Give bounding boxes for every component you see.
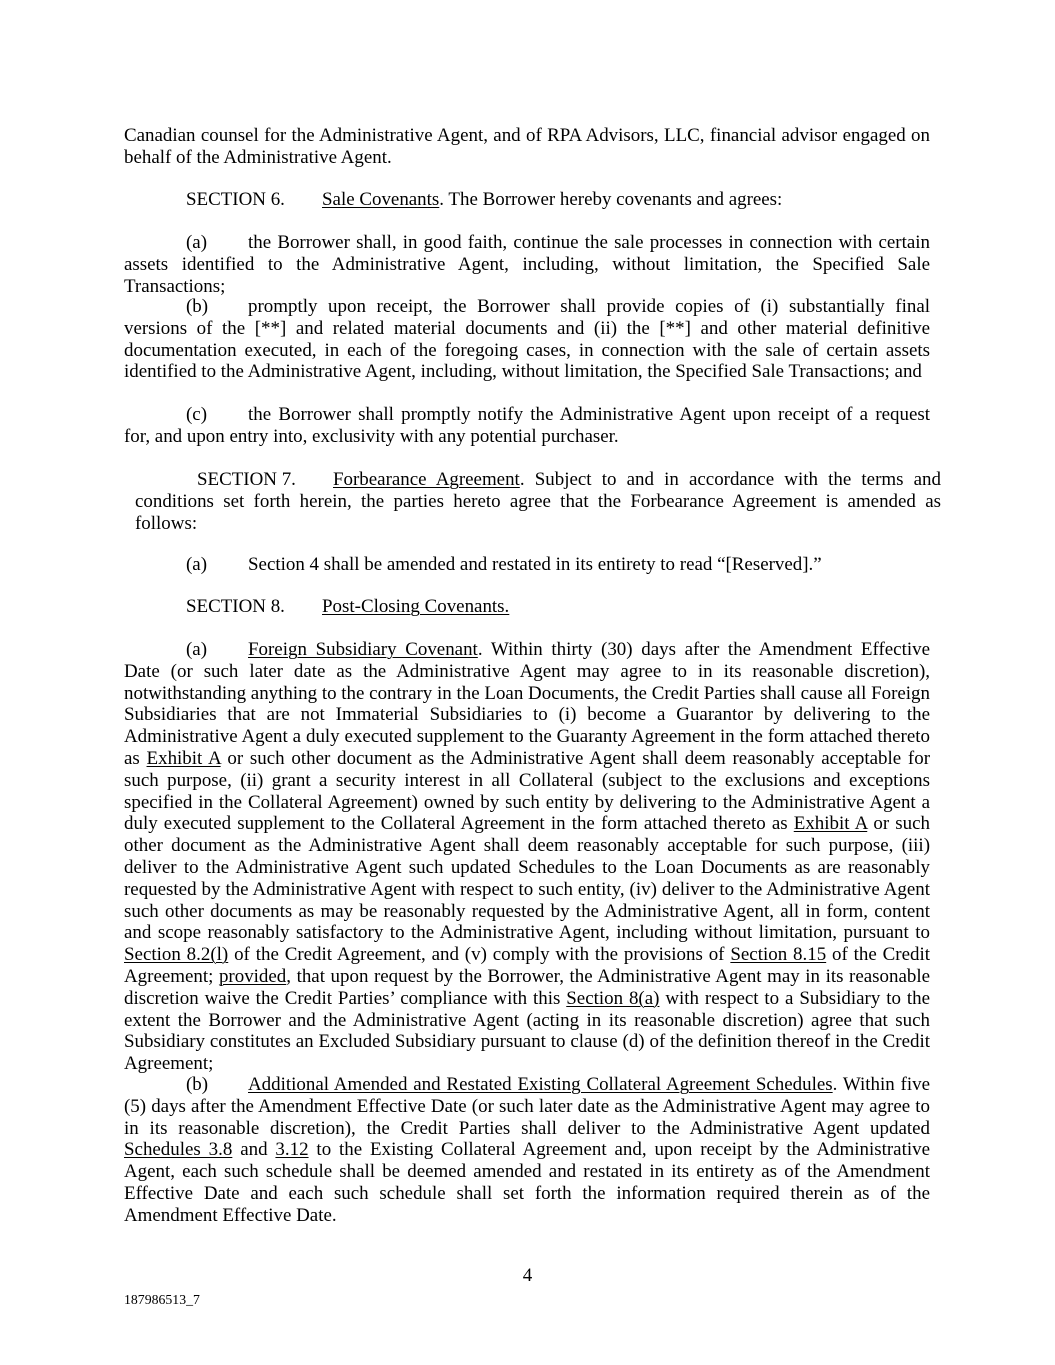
section-8-heading [124,596,930,618]
clause-label: (a) [186,232,208,253]
underlined-term: Post-Closing Covenants. [322,596,510,617]
clause-label: (c) [186,404,208,425]
underlined-term: Foreign Subsidiary Covenant [248,639,478,660]
paragraph-text: the Borrower shall promptly notify the Administrative Agent upon receipt of a request for, and upon entry into, exclusivity with any potential purchaser. [124,404,930,447]
section-number: SECTION 7. [197,469,296,490]
paragraph-text: the Borrower shall, in good faith, continue the sale processes in connection with certain assets identified to the Administrative Agent, including, without limitation, the Specified Sale Transactions; [124,232,930,297]
section-6-clause-b [124,296,930,383]
section-6-heading [124,189,930,211]
underlined-term: Section 8(a) [566,987,660,1009]
section-number: SECTION 8. [186,596,285,617]
paragraph-text: . Subject to and in accordance with the terms and conditions set forth herein, the parties hereto agree that the Forbearance Agreement is amended as follows: [135,469,941,534]
section-6-clause-a [124,232,930,297]
section-6-clause-c [124,404,930,448]
section-8-clause-b [124,1074,930,1227]
underlined-term: Section 8.15 [730,944,827,966]
underlined-term: 3.12 [275,1139,309,1161]
clause-label: (b) [186,296,209,317]
underlined-term: Sale Covenants [322,189,440,210]
paragraph-text: to the Existing Collateral Agreement and, upon receipt by the Administrative Agent, each such schedule shall be deemed amended and restated in its entirety as of the Amendment Effective Date and each such schedule shall set forth the information required therein as of the Amendment Effective Date. [124,1139,930,1226]
paragraph-text: promptly upon receipt, the Borrower shall provide copies of (i) substantially final versions of the [**] and related material documents and (ii) the [**] and other material definitive documentation executed, in each of the foregoing cases, in connection with the sale of certain assets identified to the Administrative Agent, including, without limitation, the Specified Sale Transactions; and [124,296,930,383]
paragraph-counsel-continuation [124,125,930,169]
underlined-term: Section 8.2(l) [124,944,229,966]
paragraph-text: . The Borrower hereby covenants and agrees: [439,189,783,210]
clause-label: (b) [186,1074,209,1095]
paragraph-text: or such other document as the Administrative Agent shall deem reasonably acceptable for such purpose, (iii) deliver to the Administrative Agent such updated Schedules to the Loan Documents as are reasonably requested by the Administrative Agent with respect to such entity, (iv) deliver to the Administrative Agent such other documents as may be reasonably requested by the Administrative Agent, all in form, content and scope reasonably satisfactory to the Administrative Agent, including without limitation, pursuant to [124,813,930,944]
underlined-term: Forbearance Agreement [333,469,520,490]
paragraph-text: , that upon request by the Borrower, the Administrative Agent may in its reasonable discretion waive the Credit Parties’ compliance with this [124,965,930,1009]
paragraph-text: of the Credit Agreement; [124,944,931,987]
paragraph-text: and [232,1139,276,1161]
section-8-clause-a [124,639,930,1075]
paragraph-text: or such other document as the Administrative Agent shall deem reasonably acceptable for such purpose, (ii) grant a security interest in all Collateral (subject to the exclusions and exceptions specified in the Collateral Agreement) owned by such entity by delivering to the Administrative Agent a duly executed supplement to the Collateral Agreement in the form attached thereto as [124,747,931,835]
clause-label: (a) [186,639,208,660]
paragraph-text: Canadian counsel for the Administrative Agent, and of RPA Advisors, LLC, financial advisor engaged on behalf of the Administrative Agent. [124,125,930,168]
section-7-heading [135,469,941,534]
underlined-term: Additional Amended and Restated Existing Collateral Agreement Schedules [248,1074,833,1095]
underlined-term: Exhibit A [793,813,868,835]
paragraph-text: . Within thirty (30) days after the Amendment Effective Date (or such later date as the Administrative Agent may agree to in its reasonable discretion), notwithstanding anything to the contrary in the Loan Documents, the Credit Parties shall cause all Foreign Subsidiaries that are not Immaterial Subsidiaries to (i) become a Guarantor by delivering to the Administrative Agent a duly executed supplement to the Guaranty Agreement in the form attached thereto as [124,639,930,769]
clause-label: (a) [186,554,208,575]
paragraph-text: of the Credit Agreement, and (v) comply with the provisions of [228,944,731,966]
document-id-footer: 187986513_7 [124,1292,200,1307]
paragraph-text: with respect to a Subsidiary to the extent the Borrower and the Administrative Agent (acting in its reasonable discretion) agree that such Subsidiary constitutes an Excluded Subsidiary pursuant to clause (d) of the definition thereof in the Credit Agreement; [124,987,930,1075]
underlined-term: Exhibit A [146,747,221,769]
underlined-term: provided [218,965,287,987]
page-number: 4 [522,1265,533,1286]
paragraph-text: Section 4 shall be amended and restated in its entirety to read “[Reserved].” [248,554,822,575]
section-number: SECTION 6. [186,189,285,210]
underlined-term: Schedules 3.8 [124,1139,233,1161]
paragraph-text: . Within five (5) days after the Amendment Effective Date (or such later date as the Administrative Agent may agree to in its reasonable discretion), the Credit Parties shall deliver to the Administrative Agent updated [124,1074,931,1139]
section-7-clause-a [124,554,930,576]
